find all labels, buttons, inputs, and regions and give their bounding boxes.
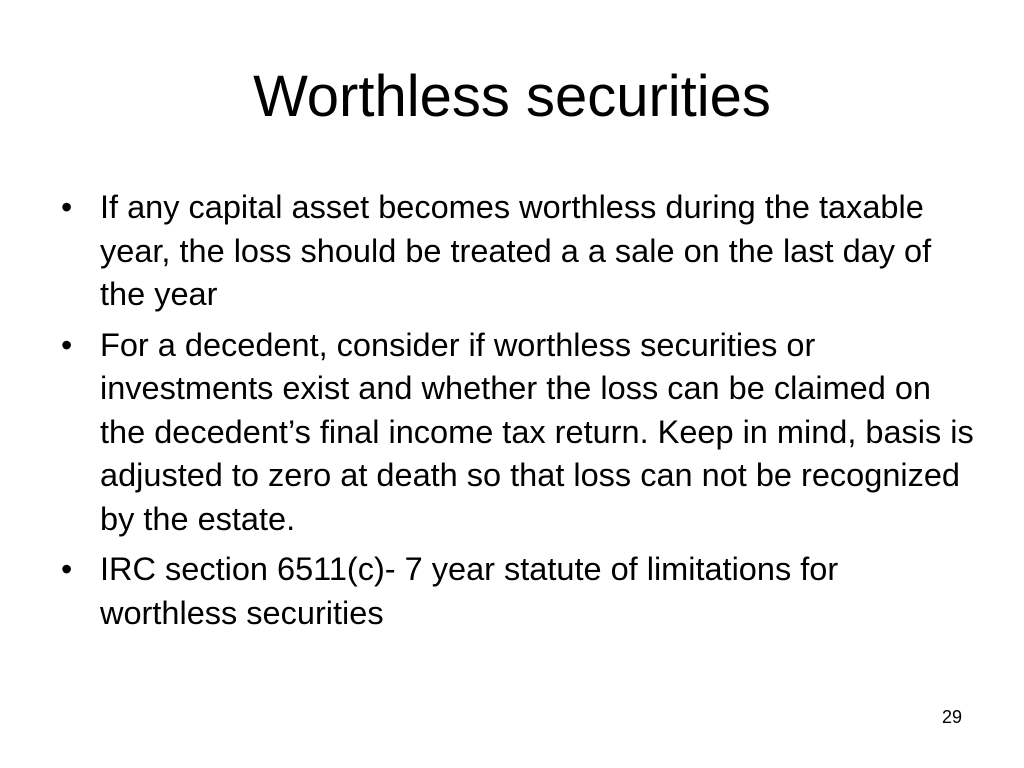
bullet-item	[56, 324, 976, 542]
bullet-text: If any capital asset becomes worthless during the taxable year, the loss should be treated a a sale on the last day of the year	[100, 189, 932, 312]
bullet-item	[56, 548, 976, 635]
bullet-text: IRC section 6511(c)- 7 year statute of limitations for worthless securities	[100, 551, 839, 631]
bullet-icon: •	[61, 326, 73, 363]
bullet-item	[56, 186, 976, 317]
bullet-list	[56, 186, 976, 642]
slide-title: Worthless securities	[253, 64, 771, 129]
bullet-text: For a decedent, consider if worthless securities or investments exist and whether the loss can be claimed on the decedent’s final income tax return. Keep in mind, basis is adjusted to zero at death so that loss can not be recognized by the estate.	[100, 326, 974, 537]
page-number: 29	[941, 707, 962, 727]
bullet-icon: •	[61, 189, 73, 225]
bullet-icon: •	[61, 551, 73, 587]
